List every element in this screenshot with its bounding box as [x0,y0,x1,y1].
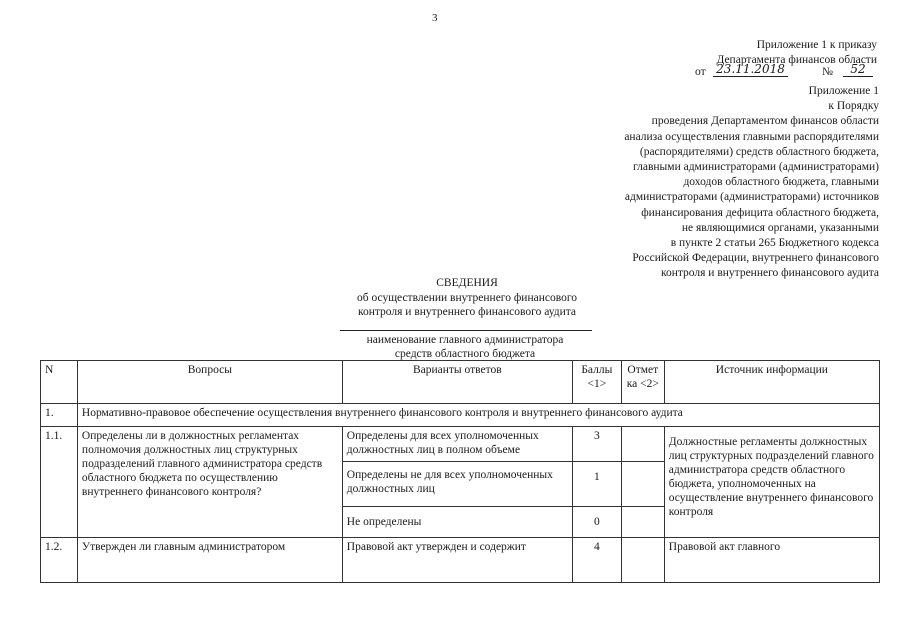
header-questions: Вопросы [77,361,342,404]
info-source: Правовой акт главного [664,538,879,583]
administrator-name-line [340,330,592,331]
mark-cell [621,538,664,583]
table-row [41,427,880,462]
page-number: 3 [432,12,438,24]
answer-points: 0 [572,507,621,538]
question-text: Определены ли в должностных регламентах полномочия должностных лиц структурных подразделений главного администратора средств областного бюджета по осуществлению внутреннего финансового контроля? [77,427,342,538]
info-source: Должностные регламенты должностных лиц структурных подразделений главного администратора средств областного бюджета, уполномоченных на осуществление внутреннего финансового контроля [664,427,879,538]
appendix-line: (распорядителями) средств областного бюджета, [639,145,879,158]
document-title: СВЕДЕНИЯ [436,277,498,289]
appendix-line: Приложение 1 [808,85,879,97]
header-answers: Варианты ответов [342,361,572,404]
header-points: Баллы <1> [572,361,621,404]
number-label: № [822,66,833,78]
administrator-caption [320,333,610,361]
appendix-line: не являющимися органами, указанными [681,221,879,234]
header-n: N [41,361,78,404]
table-header-row [41,361,880,404]
document-subtitle-line2: контроля и внутреннего финансового аудита [357,306,577,318]
answer-option: Определены не для всех уполномоченных должностных лиц [342,462,572,507]
question-number: 1.1. [41,427,78,538]
answer-points: 4 [572,538,621,583]
question-text: Утвержден ли главным администратором [77,538,342,583]
mark-cell [621,507,664,538]
answer-option: Правовой акт утвержден и содержит [342,538,572,583]
administrator-caption-line1: наименование главного администратора [366,334,564,346]
appendix-line: Российской Федерации, внутреннего финансового [632,252,879,265]
appendix-procedure-header [559,84,879,282]
appendix-line: к Порядку [828,100,879,113]
order-date: 23.11.2018 [713,62,788,77]
appendix-order-line2: Департамента финансов области [716,54,877,66]
appendix-order-line1: Приложение 1 к приказу [756,39,877,51]
appendix-line: анализа осуществления главными распорядителями [624,130,879,143]
order-date-number [695,62,885,78]
header-source: Источник информации [664,361,879,404]
appendix-line: главными администраторами (администраторами) [633,161,879,174]
appendix-line: проведения Департаментом финансов области [651,115,879,128]
questionnaire-table [40,360,880,583]
administrator-caption-line2: средств областного бюджета [394,348,536,360]
mark-cell [621,462,664,507]
answer-points: 3 [572,427,621,462]
appendix-line: администраторами (администраторами) источников [624,191,879,204]
question-number: 1.2. [41,538,78,583]
answer-option: Не определены [342,507,572,538]
appendix-line: доходов областного бюджета, главными [683,176,879,189]
from-label: от [695,66,706,78]
section-number: 1. [41,404,78,427]
document-heading [300,276,634,320]
appendix-line: контроля и внутреннего финансового аудита [660,267,879,280]
appendix-line: в пункте 2 статьи 265 Бюджетного кодекса [670,237,879,250]
appendix-line: финансирования дефицита областного бюджета, [641,206,879,219]
order-number: 52 [843,62,873,77]
table-row [41,538,880,583]
answer-points: 1 [572,462,621,507]
document-subtitle-line1: об осуществлении внутреннего финансового [356,291,578,304]
mark-cell [621,427,664,462]
section-row [41,404,880,427]
header-mark: Отмет ка <2> [621,361,664,404]
answer-option: Определены для всех уполномоченных должностных лиц в полном объеме [342,427,572,462]
section-title: Нормативно-правовое обеспечение осуществления внутреннего финансового контроля и внутреннего финансового аудита [77,404,879,427]
